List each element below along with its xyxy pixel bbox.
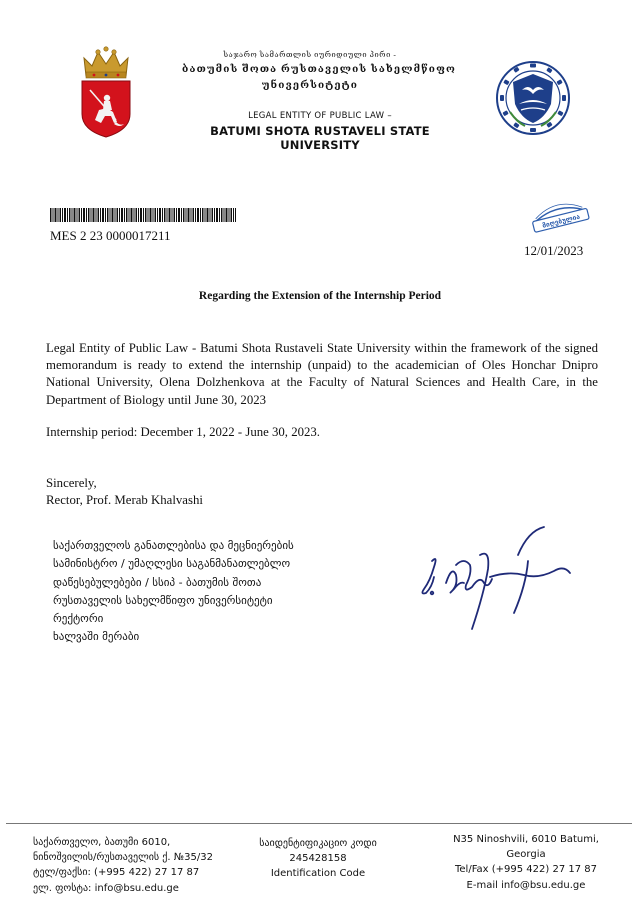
footer-line: საქართველო, ბათუმი 6010,: [33, 837, 171, 848]
letter-body: Legal Entity of Public Law - Batumi Shota Rustaveli State University within the framework of the signed memorandum is ready to extend the internship (unpaid) to the academician of Oles Honchar Dnipro National University, Olena Dolzhenkova at the Faculty of Natural Sciences and Health Care, in the Department of Biology until June 30, 2023: [46, 341, 598, 407]
registration-number: MES 2 23 0000017211: [50, 228, 171, 243]
header-english-line-1: LEGAL ENTITY OF PUBLIC LAW –: [248, 111, 392, 121]
footer-georgian-address: [33, 835, 248, 896]
signature-block-line: ხალვაში მერაბი: [53, 630, 140, 644]
signature-block-line: საქართველოს განათლებისა და მეცნიერების: [53, 539, 294, 552]
header-english-university-name: BATUMI SHOTA RUSTAVELI STATE UNIVERSITY: [210, 124, 430, 152]
footer-line: E-mail info@bsu.edu.ge: [466, 879, 586, 891]
university-seal-icon: [495, 60, 571, 136]
letter-closing: Sincerely,: [46, 476, 97, 490]
internship-period: Internship period: December 1, 2022 - June 30, 2023.: [46, 425, 321, 439]
footer-line: ელ. ფოსტა: info@bsu.edu.ge: [33, 882, 179, 894]
stamp-label: მიღებულია: [541, 212, 581, 230]
signature-block-line: დაწესებულებები / სსიპ - ბათუმის შოთა: [53, 575, 262, 589]
footer-line: Identification Code: [270, 868, 366, 880]
handwritten-signature: [418, 525, 578, 637]
footer-line: საიდენტიფიკაციო კოდი: [259, 838, 377, 849]
letter-subject: Regarding the Extension of the Internship Period: [198, 290, 442, 302]
signature-block-line: რუსთაველის სახელმწიფო უნივერსიტეტი: [53, 593, 273, 607]
footer-line: ტელ/ფაქსი: (+995 422) 27 17 87: [33, 867, 200, 879]
footer-divider: [6, 823, 632, 824]
header-georgian-line-2: ბათუმის შოთა რუსთაველის სახელმწიფო: [182, 64, 456, 75]
footer-line: Georgia: [506, 849, 546, 861]
footer-line: Tel/Fax (+995 422) 27 17 87: [454, 864, 597, 876]
georgia-coat-of-arms-icon: [76, 46, 136, 138]
footer-identification-code: [243, 836, 393, 882]
barcode: [50, 208, 236, 222]
footer-line: ნინოშვილის/რუსთაველის ქ. №35/32: [33, 852, 214, 864]
header-georgian-line-1: საჯარო სამართლის იურიდიული პირი -: [223, 50, 397, 59]
signature-block-line: რექტორი: [53, 612, 104, 626]
letter-date: 12/01/2023: [524, 243, 584, 258]
footer-english-address: [445, 832, 607, 893]
letter-signatory: Rector, Prof. Merab Khalvashi: [46, 493, 203, 507]
footer-line: 245428158: [289, 853, 347, 865]
footer-line: N35 Ninoshvili, 6010 Batumi,: [453, 834, 599, 845]
received-stamp-icon: [526, 193, 592, 233]
header-georgian-line-3: უნივერსიტეტი: [261, 80, 359, 91]
signature-block: [53, 537, 353, 647]
signature-block-line: სამინისტრო / უმაღლესი საგანმანათლებლო: [53, 557, 291, 571]
